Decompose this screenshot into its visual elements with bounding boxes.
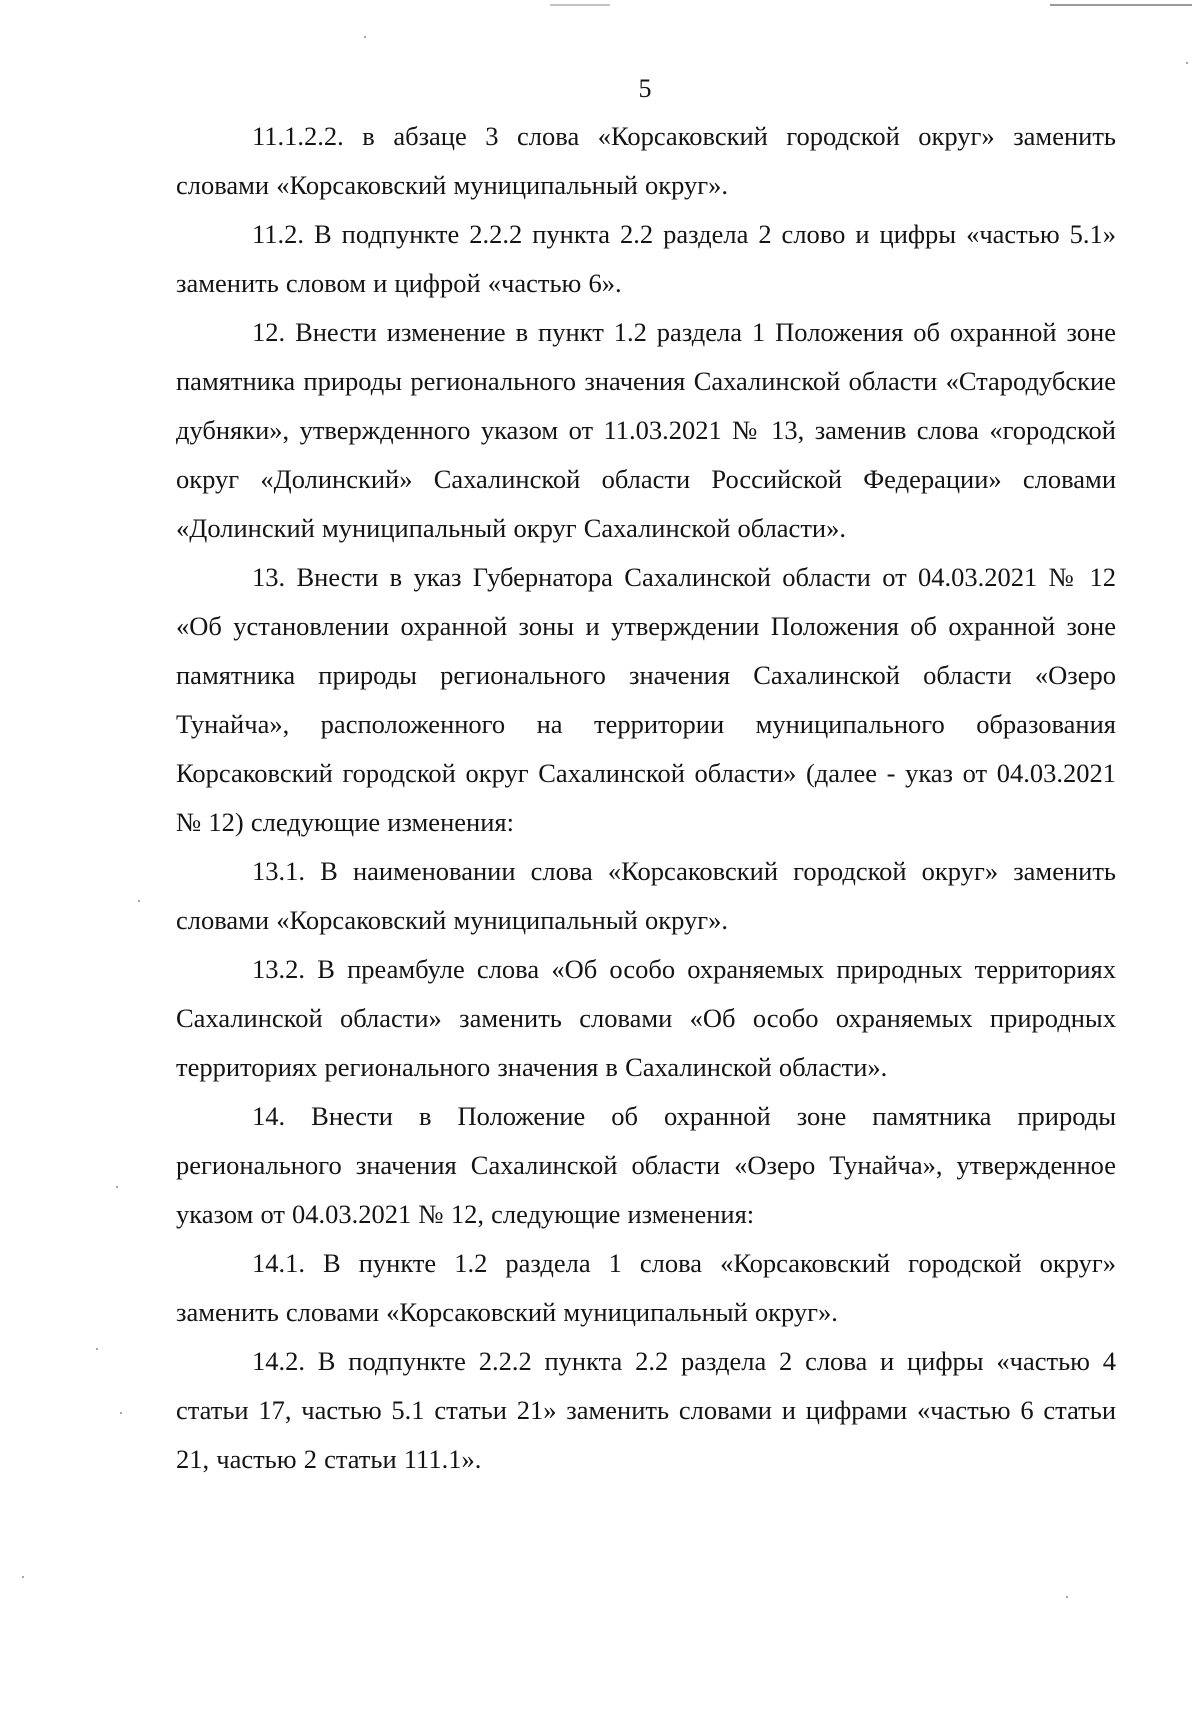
scan-speck — [116, 1186, 118, 1188]
paragraph-13-1: 13.1. В наименовании слова «Корсаковский городской округ» заменить словами «Корсаковский муниципальный округ». — [176, 856, 1116, 935]
document-body — [176, 112, 1116, 1484]
paragraph-13: 13. Внести в указ Губернатора Сахалинской области от 04.03.2021 № 12 «Об установлении охранной зоны и утверждении Положения об охранной зоне памятника природы регионального значения Сахалинской области «Озеро Тунайча», расположенного на территории муниципального образования Корсаковский городской округ Сахалинской области» (далее - указ от 04.03.2021 № 12) следующие изменения: — [176, 562, 1116, 837]
scan-speck — [96, 1348, 98, 1350]
scan-speck — [120, 1412, 122, 1414]
scan-speck — [22, 1576, 24, 1578]
paragraph-14: 14. Внести в Положение об охранной зоне памятника природы регионального значения Сахалинской области «Озеро Тунайча», утвержденное указом от 04.03.2021 № 12, следующие изменения: — [176, 1101, 1116, 1229]
page-number: 5 — [638, 74, 652, 103]
scan-speck — [138, 900, 140, 902]
scan-speck — [1186, 62, 1188, 64]
paragraph-14-1: 14.1. В пункте 1.2 раздела 1 слова «Корсаковский городской округ» заменить словами «Корсаковский муниципальный округ». — [176, 1248, 1116, 1327]
paragraph-12: 12. Внести изменение в пункт 1.2 раздела 1 Положения об охранной зоне памятника природы регионального значения Сахалинской области «Стародубские дубняки», утвержденного указом от 11.03.2021 № 13, заменив слова «городской округ «Долинский» Сахалинской области Российской Федерации» словами «Долинский муниципальный округ Сахалинской области». — [176, 317, 1116, 543]
paragraph-11-2: 11.2. В подпункте 2.2.2 пункта 2.2 раздела 2 слово и цифры «частью 5.1» заменить словом и цифрой «частью 6». — [176, 219, 1116, 298]
scan-speck — [1066, 1596, 1068, 1598]
paragraph-13-2: 13.2. В преамбуле слова «Об особо охраняемых природных территориях Сахалинской области» заменить словами «Об особо охраняемых природных территориях регионального значения в Сахалинской области». — [176, 954, 1116, 1082]
scan-edge-mark — [550, 4, 610, 6]
paragraph-11-1-2-2: 11.1.2.2. в абзаце 3 слова «Корсаковский городской округ» заменить словами «Корсаковский муниципальный округ». — [176, 121, 1116, 200]
scan-speck — [364, 36, 366, 38]
paragraph-14-2: 14.2. В подпункте 2.2.2 пункта 2.2 раздела 2 слова и цифры «частью 4 статьи 17, частью 5.1 статьи 21» заменить словами и цифрами «частью 6 статьи 21, частью 2 статьи 111.1». — [176, 1346, 1116, 1474]
scan-edge-mark — [1050, 4, 1192, 6]
